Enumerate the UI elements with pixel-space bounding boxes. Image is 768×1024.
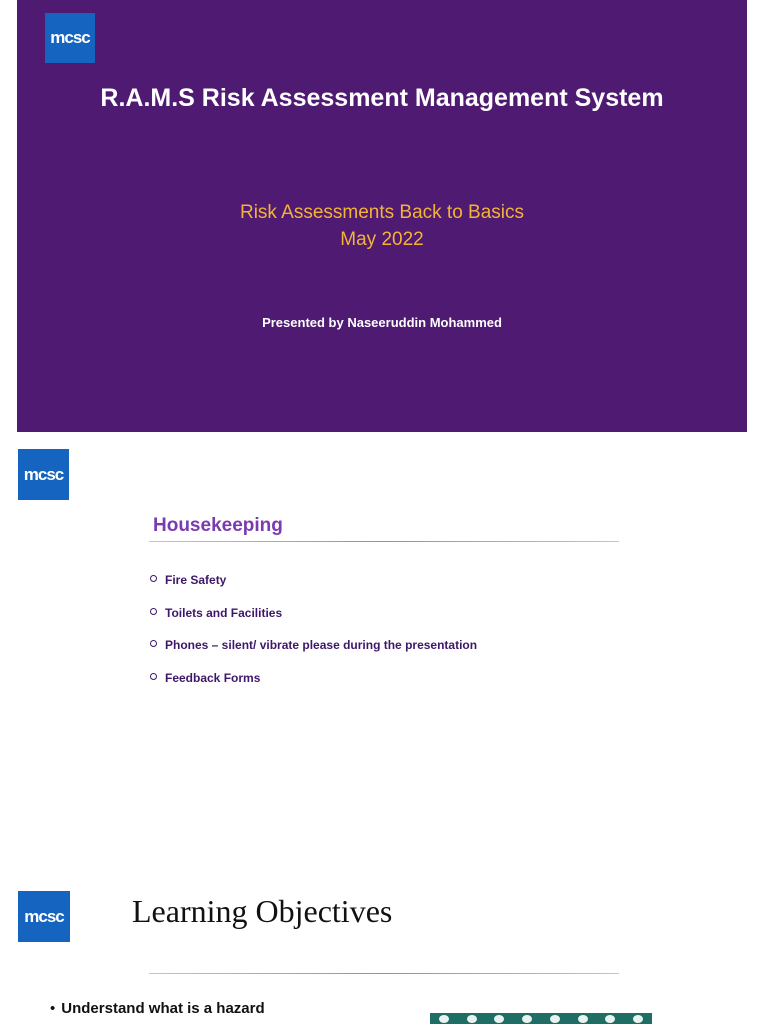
- hazard-icons-image: [430, 1013, 652, 1024]
- title-slide: [17, 0, 747, 432]
- bullet-dot-icon: •: [50, 1000, 56, 1017]
- list-item-text: Fire Safety: [165, 573, 227, 587]
- slide-heading: Housekeeping: [153, 515, 283, 536]
- list-item: [150, 670, 477, 703]
- list-item-text: Phones – silent/ vibrate please during the presentation: [165, 638, 478, 652]
- slide-subtitle: Risk Assessments Back to Basics: [239, 202, 525, 223]
- hazard-icon: [550, 1015, 560, 1023]
- hazard-icon: [605, 1015, 615, 1023]
- hazard-icon: [439, 1015, 449, 1023]
- mcsc-logo: mcsc: [45, 13, 95, 63]
- slide-heading: Learning Objectives: [132, 893, 393, 929]
- list-item-text: Feedback Forms: [165, 670, 261, 685]
- objective-item: [50, 1000, 265, 1017]
- hazard-icon: [467, 1015, 477, 1023]
- heading-divider: [149, 541, 619, 542]
- presenter-line: Presented by Naseeruddin Mohammed: [262, 315, 502, 330]
- list-item-text: Toilets and Facilities: [165, 605, 283, 620]
- list-item: [150, 605, 477, 638]
- slide-title: R.A.M.S Risk Assessment Management System: [100, 84, 664, 112]
- mcsc-logo: mcsc: [18, 449, 69, 500]
- hazard-icon: [633, 1015, 643, 1023]
- circle-bullet-icon: [150, 640, 157, 647]
- objective-text: Understand what is a hazard: [61, 1000, 265, 1017]
- circle-bullet-icon: [150, 608, 157, 615]
- list-item: [150, 637, 477, 670]
- hazard-icon: [522, 1015, 532, 1023]
- slide-date: May 2022: [340, 229, 424, 250]
- heading-divider: [149, 973, 619, 974]
- housekeeping-list: [150, 572, 477, 702]
- hazard-icon: [494, 1015, 504, 1023]
- circle-bullet-icon: [150, 673, 157, 680]
- hazard-icon: [578, 1015, 588, 1023]
- list-item: [150, 572, 477, 605]
- mcsc-logo: mcsc: [18, 891, 70, 942]
- circle-bullet-icon: [150, 575, 157, 582]
